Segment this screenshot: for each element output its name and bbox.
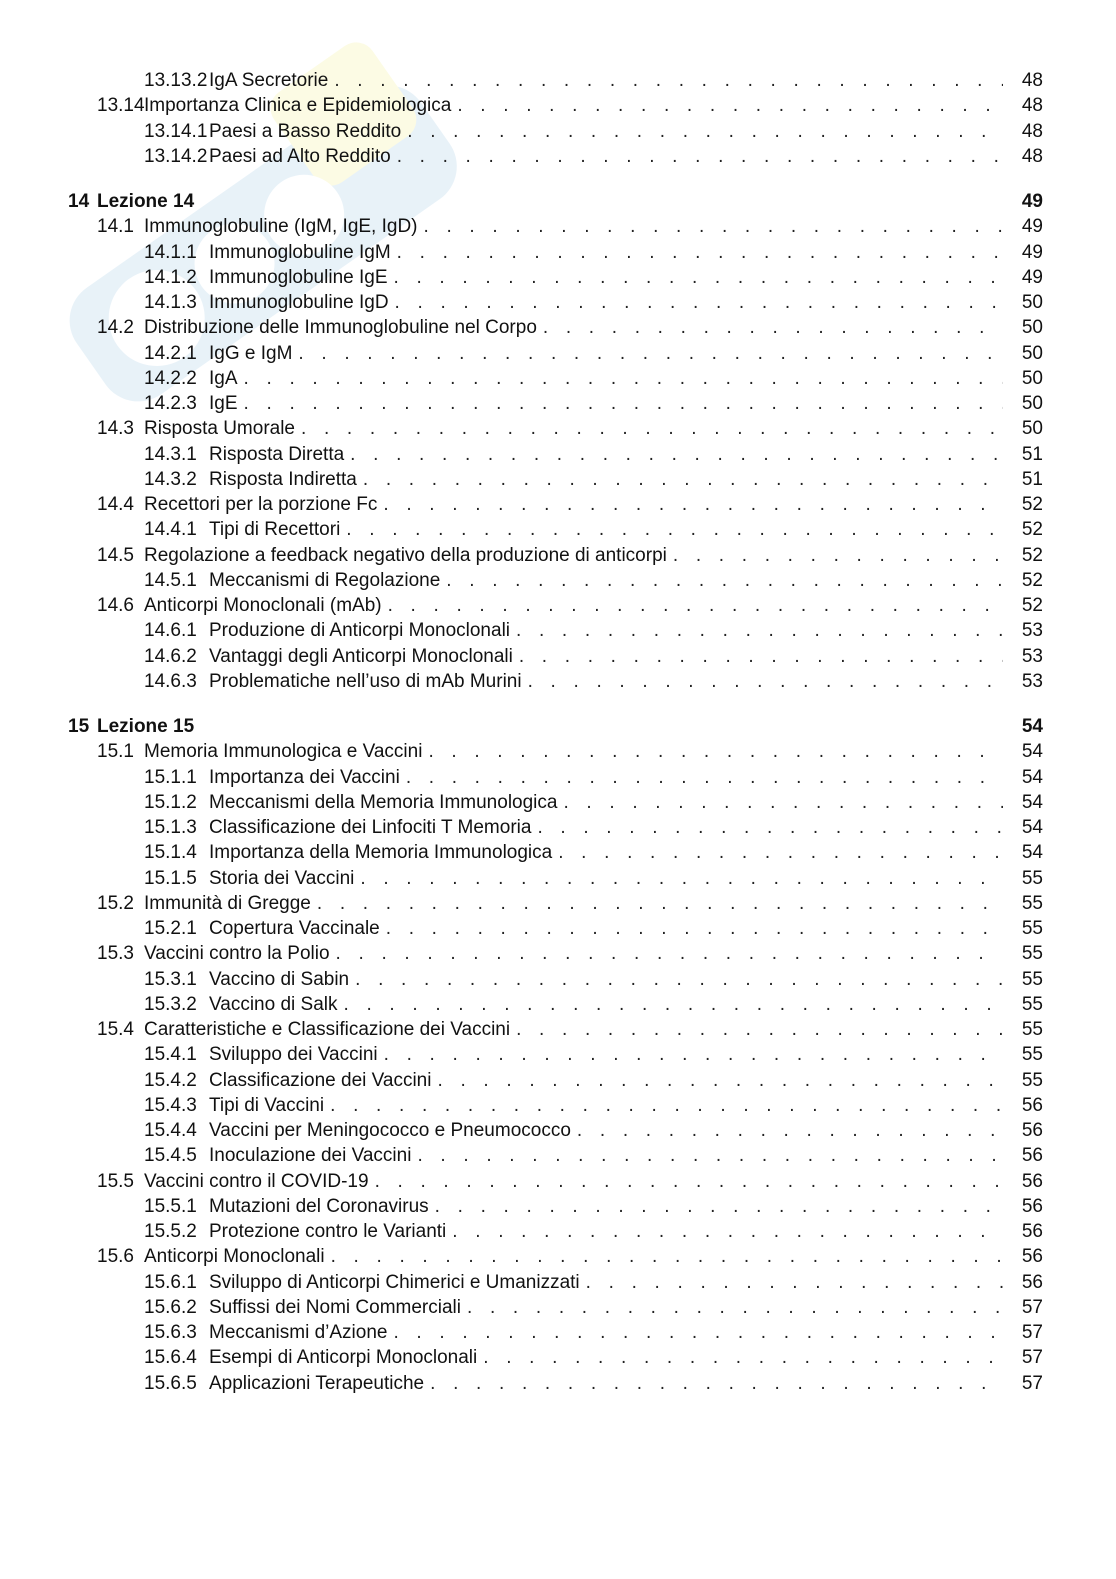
toc-entry[interactable]: 13.14 Importanza Clinica e Epidemiologica . . . 48	[68, 93, 1043, 118]
toc-entry[interactable]: 15.6.1 Sviluppo di Anticorpi Chimerici e Umanizzati . . . 56	[68, 1270, 1043, 1295]
toc-entry[interactable]: 14.5 Regolazione a feedback negativo della produzione di anticorpi . . . 52	[68, 543, 1043, 568]
toc-entry[interactable]: 14.2.1 IgG e IgM . . . 50	[68, 341, 1043, 366]
toc-entry[interactable]: 15.4.5 Inoculazione dei Vaccini . . . 56	[68, 1143, 1043, 1168]
toc-entry[interactable]: 15.1.3 Classificazione dei Linfociti T Memoria . . . 54	[68, 815, 1043, 840]
toc-entry[interactable]: 15.1 Memoria Immunologica e Vaccini . . . 54	[68, 739, 1043, 764]
toc-entry[interactable]: 15.4.4 Vaccini per Meningococco e Pneumococco . . . 56	[68, 1118, 1043, 1143]
toc-chapter[interactable]: 15 Lezione 15 54	[68, 716, 1043, 737]
toc-entry[interactable]: 14.2.3 IgE . . . 50	[68, 391, 1043, 416]
toc-entry[interactable]: 14.1.3 Immunoglobuline IgD . . . 50	[68, 290, 1043, 315]
toc-entry[interactable]: 14.6.1 Produzione di Anticorpi Monoclonali . . . 53	[68, 618, 1043, 643]
toc-entry[interactable]: 13.14.1 Paesi a Basso Reddito . . . 48	[68, 119, 1043, 144]
toc-entry[interactable]: 14.5.1 Meccanismi di Regolazione . . . 52	[68, 568, 1043, 593]
toc-entry[interactable]: 15.1.5 Storia dei Vaccini . . . 55	[68, 866, 1043, 891]
toc-entry[interactable]: 15.2.1 Copertura Vaccinale . . . 55	[68, 916, 1043, 941]
toc-entry[interactable]: 14.6.3 Problematiche nell’uso di mAb Murini . . . 53	[68, 669, 1043, 694]
toc-entry[interactable]: 13.14.2 Paesi ad Alto Reddito . . . 48	[68, 144, 1043, 169]
toc-entry[interactable]: 14.3 Risposta Umorale . . . 50	[68, 416, 1043, 441]
toc-entry[interactable]: 15.5 Vaccini contro il COVID-19 . . . 56	[68, 1169, 1043, 1194]
toc-entry[interactable]: 15.6.5 Applicazioni Terapeutiche . . . 57	[68, 1371, 1043, 1396]
toc-entry[interactable]: 15.6.4 Esempi di Anticorpi Monoclonali . . . 57	[68, 1345, 1043, 1370]
toc-entry[interactable]: 14.1.2 Immunoglobuline IgE . . . 49	[68, 265, 1043, 290]
toc-entry[interactable]: 14.3.1 Risposta Diretta . . . 51	[68, 442, 1043, 467]
toc-entry[interactable]: 15.5.1 Mutazioni del Coronavirus . . . 56	[68, 1194, 1043, 1219]
toc-entry[interactable]: 15.3.2 Vaccino di Salk . . . 55	[68, 992, 1043, 1017]
toc-entry[interactable]: 15.6.3 Meccanismi d’Azione . . . 57	[68, 1320, 1043, 1345]
toc-entry[interactable]: 13.13.2 IgA Secretorie . . . 48	[68, 68, 1043, 93]
toc-entry[interactable]: 15.4.3 Tipi di Vaccini . . . 56	[68, 1093, 1043, 1118]
toc-entry[interactable]: 14.4.1 Tipi di Recettori . . . 52	[68, 517, 1043, 542]
toc-entry[interactable]: 15.2 Immunità di Gregge . . . 55	[68, 891, 1043, 916]
toc-entry[interactable]: 15.1.4 Importanza della Memoria Immunologica . . . 54	[68, 840, 1043, 865]
toc-entry[interactable]: 14.1.1 Immunoglobuline IgM . . . 49	[68, 240, 1043, 265]
toc-entry[interactable]: 14.6.2 Vantaggi degli Anticorpi Monoclonali . . . 53	[68, 644, 1043, 669]
toc-entry[interactable]: 15.3.1 Vaccino di Sabin . . . 55	[68, 967, 1043, 992]
toc-entry[interactable]: 15.3 Vaccini contro la Polio . . . 55	[68, 941, 1043, 966]
toc-entry[interactable]: 15.4 Caratteristiche e Classificazione dei Vaccini . . . 55	[68, 1017, 1043, 1042]
toc-entry[interactable]: 15.1.2 Meccanismi della Memoria Immunologica . . . 54	[68, 790, 1043, 815]
toc-entry[interactable]: 15.4.1 Sviluppo dei Vaccini . . . 55	[68, 1042, 1043, 1067]
table-of-contents	[68, 68, 1043, 1396]
toc-entry[interactable]: 15.4.2 Classificazione dei Vaccini . . . 55	[68, 1068, 1043, 1093]
toc-entry[interactable]: 14.3.2 Risposta Indiretta . . . 51	[68, 467, 1043, 492]
toc-entry[interactable]: 14.1 Immunoglobuline (IgM, IgE, IgD) . . . 49	[68, 214, 1043, 239]
toc-entry[interactable]: 15.1.1 Importanza dei Vaccini . . . 54	[68, 765, 1043, 790]
toc-entry[interactable]: 15.6 Anticorpi Monoclonali . . . 56	[68, 1244, 1043, 1269]
toc-chapter[interactable]: 14 Lezione 14 49	[68, 191, 1043, 212]
toc-entry[interactable]: 14.6 Anticorpi Monoclonali (mAb) . . . 52	[68, 593, 1043, 618]
toc-entry[interactable]: 14.2 Distribuzione delle Immunoglobuline nel Corpo . . . 50	[68, 315, 1043, 340]
toc-entry[interactable]: 14.2.2 IgA . . . 50	[68, 366, 1043, 391]
toc-entry[interactable]: 15.5.2 Protezione contro le Varianti . . . 56	[68, 1219, 1043, 1244]
toc-entry[interactable]: 15.6.2 Suffissi dei Nomi Commerciali . . . 57	[68, 1295, 1043, 1320]
toc-entry[interactable]: 14.4 Recettori per la porzione Fc . . . 52	[68, 492, 1043, 517]
